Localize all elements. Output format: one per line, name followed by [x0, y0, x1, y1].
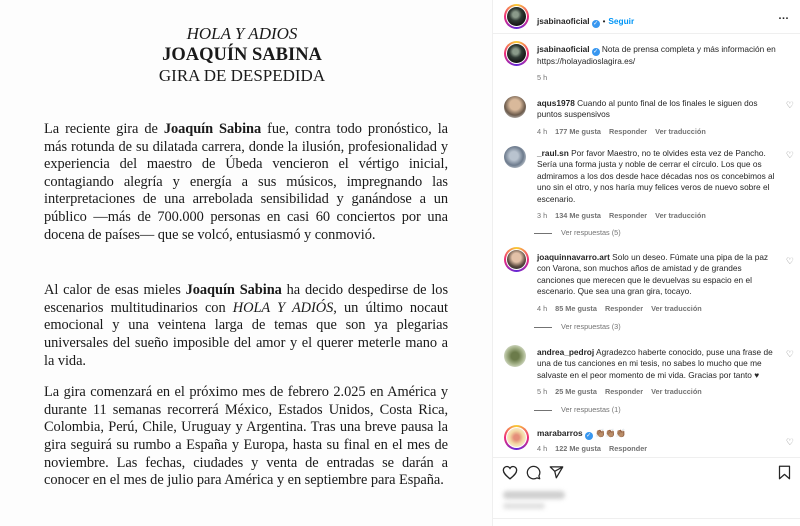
verified-badge-icon: ✓ — [593, 49, 599, 55]
comment-meta — [537, 386, 777, 397]
comment-likes[interactable]: 134 Me gusta — [555, 211, 601, 221]
comment-text: 👏🏽👏🏽👏🏽 — [594, 428, 626, 438]
document-paragraph-2 — [44, 282, 448, 370]
document-subtitle: GIRA DE DESPEDIDA — [158, 66, 326, 85]
like-comment-heart-icon[interactable]: ♡ — [785, 256, 794, 266]
comment-username[interactable]: andrea_pedroj — [537, 347, 595, 357]
view-replies-button[interactable] — [561, 228, 621, 237]
like-comment-heart-icon[interactable]: ♡ — [785, 150, 794, 160]
bookmark-icon[interactable] — [778, 465, 791, 480]
comment-text: Por favor Maestro, no te olvides esta vez de Pancho. Sería una forma justa y noble de cerrar el círculo. Los que os admiramos a los dos desde hace décadas nos os concebimos al uno sin el otro, y nos haría muy felices veros de nuevo sobre el escenario. — [537, 148, 775, 204]
instagram-post-panel — [493, 0, 800, 526]
comment-body — [537, 98, 777, 137]
document-paragraph-1 — [44, 121, 448, 244]
translate-button[interactable]: Ver traducción — [651, 303, 702, 313]
comment-likes[interactable]: 85 Me gusta — [555, 303, 597, 313]
commenter-avatar-ring[interactable] — [504, 247, 529, 272]
commenter-avatar[interactable] — [504, 146, 526, 168]
blurred-likes-summary — [503, 491, 565, 499]
comment-time: 4 h — [537, 444, 548, 453]
comment-time: 4 h — [537, 126, 548, 136]
more-options-icon[interactable]: … — [778, 10, 790, 22]
view-replies-label[interactable]: Ver respuestas (5) — [561, 228, 621, 237]
commenter-avatar — [507, 428, 526, 447]
comment-body — [537, 428, 777, 454]
document-title-italic: HOLA Y ADIOS — [186, 24, 298, 43]
comment-body — [537, 148, 777, 221]
document-paragraph-3: La gira comenzará en el próximo mes de febrero 2.025 en América y durante 11 semanas recorrerá México, Estados Unidos, Costa Rica, Colombia, Perú, Chile, Uruguay y Argentina. Tras una breve pausa la gira seguirá su rumbo a España y Europa, hasta su final en el mes de noviembre. Las fechas, ciudades y venta de entradas se darán a conocer en el mes de julio para América y en septiembre para España. — [44, 384, 448, 489]
document-title-bold: JOAQUÍN SABINA — [162, 45, 322, 65]
comment-likes[interactable]: 25 Me gusta — [555, 387, 597, 397]
view-replies-label[interactable]: Ver respuestas (3) — [561, 322, 621, 331]
comment-username[interactable]: marabarros — [537, 428, 583, 438]
comment-username[interactable]: _raul.sn — [537, 148, 569, 158]
p2-text-mid: ha decido despedirse de los escenarios multitudinarios con — [44, 282, 448, 316]
like-comment-heart-icon[interactable]: ♡ — [785, 437, 794, 447]
comment-body — [537, 347, 777, 398]
p1-bold-name: Joaquín Sabina — [163, 121, 262, 137]
commenter-avatar[interactable] — [504, 345, 526, 367]
verified-badge-icon: ✓ — [593, 21, 599, 27]
caption-body — [537, 44, 777, 84]
comment-likes[interactable]: 177 Me gusta — [555, 126, 601, 136]
avatar — [507, 7, 526, 26]
commenter-avatar — [507, 250, 526, 269]
caption-text: Nota de prensa completa y más información en https://holayadioslagira.es/ — [537, 44, 776, 66]
replies-line — [534, 327, 552, 328]
blurred-post-date — [503, 503, 545, 509]
p2-text-end: , un último nocaut emocional y una veintena larga de temas que son ya plegarias universales del sueño imposible del amor y el querer meterle mano a la vida. — [44, 299, 448, 369]
comment-likes[interactable]: 122 Me gusta — [555, 444, 601, 453]
comment-meta — [537, 210, 777, 221]
comment-username[interactable]: aqus1978 — [537, 98, 575, 108]
reply-button[interactable]: Responder — [608, 211, 648, 221]
heart-icon[interactable] — [502, 465, 518, 480]
caption-avatar-ring[interactable] — [504, 41, 529, 66]
comment-meta — [537, 303, 777, 314]
like-comment-heart-icon[interactable]: ♡ — [785, 349, 794, 359]
p2-italic-title: HOLA Y ADIÓS — [232, 299, 334, 316]
view-replies-button[interactable] — [561, 405, 621, 414]
follow-button[interactable]: Seguir — [608, 16, 635, 26]
translate-button[interactable]: Ver traducción — [655, 126, 706, 136]
view-replies-button[interactable] — [561, 322, 621, 331]
post-header — [493, 0, 800, 34]
like-comment-heart-icon[interactable]: ♡ — [785, 100, 794, 110]
send-icon[interactable] — [549, 465, 564, 480]
header-username[interactable]: jsabinaoficial — [537, 16, 590, 26]
caption-username[interactable]: jsabinaoficial — [537, 44, 590, 54]
p1-text-start: La reciente gira de — [44, 121, 164, 137]
reply-button[interactable]: Responder — [604, 387, 644, 397]
document-header — [44, 24, 440, 86]
caption-meta — [537, 72, 777, 83]
view-replies-label[interactable]: Ver respuestas (1) — [561, 405, 621, 414]
header-user-line — [537, 11, 634, 29]
p2-text-start: Al calor de esas mieles — [44, 282, 186, 299]
comment-time: 4 h — [537, 303, 548, 313]
comment-text: Agradezco haberte conocido, puse una frase de una de tus canciones en mi tesis, no sabes lo mucho que me salvaste en el peor momento de mi vida. Gracias por tanto ♥ — [537, 347, 773, 380]
comment-meta — [537, 443, 777, 454]
comment-time: 5 h — [537, 387, 548, 397]
commenter-avatar-ring[interactable] — [504, 425, 529, 450]
avatar — [507, 44, 526, 63]
translate-button[interactable]: Ver traducción — [651, 387, 702, 397]
reply-button[interactable]: Responder — [608, 444, 648, 453]
comment-username[interactable]: joaquinnavarro.art — [537, 252, 610, 262]
reply-button[interactable]: Responder — [604, 303, 644, 313]
bottom-divider — [493, 518, 800, 519]
p2-bold-name: Joaquín Sabina — [185, 282, 282, 299]
verified-badge-icon: ✓ — [586, 433, 592, 439]
p1-text-end: fue, contra todo pronóstico, la más rotunda de su dilatada carrera, donde la ilusión, profesionalidad y experiencia del maestro de Úbeda vencieron el vértigo inicial, contagiando alegría y energía a sus músicos, impregnando las interpretaciones de una arrebolada sensibilidad y ganándose a un público —más de 700.000 personas en casi 60 conciertos por una docena de países— que se volcó, entusiasmó y conmovió. — [44, 121, 449, 243]
commenter-avatar[interactable] — [504, 96, 526, 118]
comment-icon[interactable] — [526, 465, 541, 480]
replies-line — [534, 233, 552, 234]
story-ring[interactable] — [504, 4, 529, 29]
comment-body — [537, 252, 777, 314]
translate-button[interactable]: Ver traducción — [655, 211, 706, 221]
post-actions-bar — [493, 457, 800, 487]
reply-button[interactable]: Responder — [608, 126, 648, 136]
replies-line — [534, 410, 552, 411]
comment-meta — [537, 126, 777, 137]
comment-time: 3 h — [537, 211, 548, 221]
separator-dot: • — [602, 17, 606, 26]
comment-text: Solo un deseo. Fúmate una pipa de la paz con Varona, son muchos años de amistad y de grandes canciones que merecen que le devuelvas su espacio en el escenario. Que sea una gran gira, tocayo. — [537, 252, 769, 297]
caption-time: 5 h — [537, 73, 548, 83]
comment-text: Cuando al punto final de los finales le siguen dos puntos suspensivos — [537, 98, 758, 120]
